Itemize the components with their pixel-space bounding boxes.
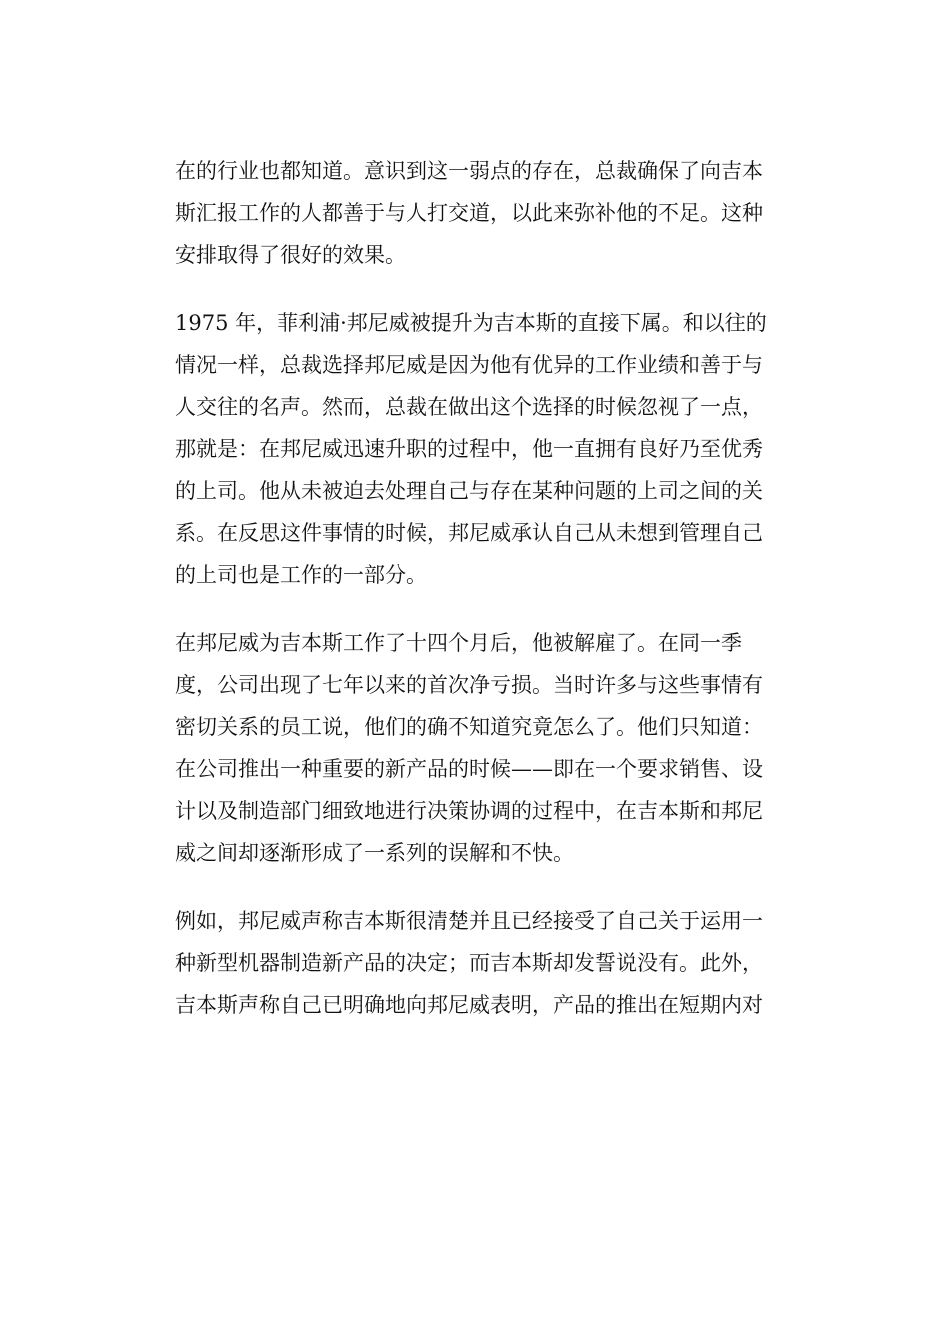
paragraph-4 (175, 900, 815, 1026)
text-line: 的上司。他从未被迫去处理自己与存在某种问题的上司之间的关 (175, 479, 763, 503)
text-line: 1975 年，菲利浦·邦尼威被提升为吉本斯的直接下属。和以往的 (175, 311, 767, 335)
text-line: 斯汇报工作的人都善于与人打交道，以此来弥补他的不足。这种 (175, 201, 763, 225)
text-line: 那就是：在邦尼威迅速升职的过程中，他一直拥有良好乃至优秀 (175, 437, 763, 461)
text-line: 系。在反思这件事情的时候，邦尼威承认自己从未想到管理自己 (175, 521, 763, 545)
text-line: 的上司也是工作的一部分。 (175, 563, 427, 587)
paragraph-2 (175, 302, 815, 596)
text-line: 密切关系的员工说，他们的确不知道究竟怎么了。他们只知道： (175, 715, 763, 739)
text-line: 在公司推出一种重要的新产品的时候——即在一个要求销售、设 (175, 757, 763, 781)
paragraph-1 (175, 150, 815, 276)
text-line: 吉本斯声称自己已明确地向邦尼威表明，产品的推出在短期内对 (175, 993, 763, 1017)
text-line: 例如，邦尼威声称吉本斯很清楚并且已经接受了自己关于运用一 (175, 909, 763, 933)
text-line: 在的行业也都知道。意识到这一弱点的存在，总裁确保了向吉本 (175, 159, 763, 183)
text-line: 在邦尼威为吉本斯工作了十四个月后，他被解雇了。在同一季 (175, 631, 742, 655)
text-line: 人交往的名声。然而，总裁在做出这个选择的时候忽视了一点， (175, 395, 763, 419)
text-line: 度，公司出现了七年以来的首次净亏损。当时许多与这些事情有 (175, 673, 763, 697)
document-body (175, 150, 815, 1052)
text-line: 计以及制造部门细致地进行决策协调的过程中，在吉本斯和邦尼 (175, 799, 763, 823)
text-line: 安排取得了很好的效果。 (175, 243, 406, 267)
text-line: 情况一样，总裁选择邦尼威是因为他有优异的工作业绩和善于与 (175, 353, 763, 377)
text-line: 种新型机器制造新产品的决定；而吉本斯却发誓说没有。此外， (175, 951, 763, 975)
text-line: 威之间却逐渐形成了一系列的误解和不快。 (175, 841, 574, 865)
paragraph-3 (175, 622, 815, 874)
